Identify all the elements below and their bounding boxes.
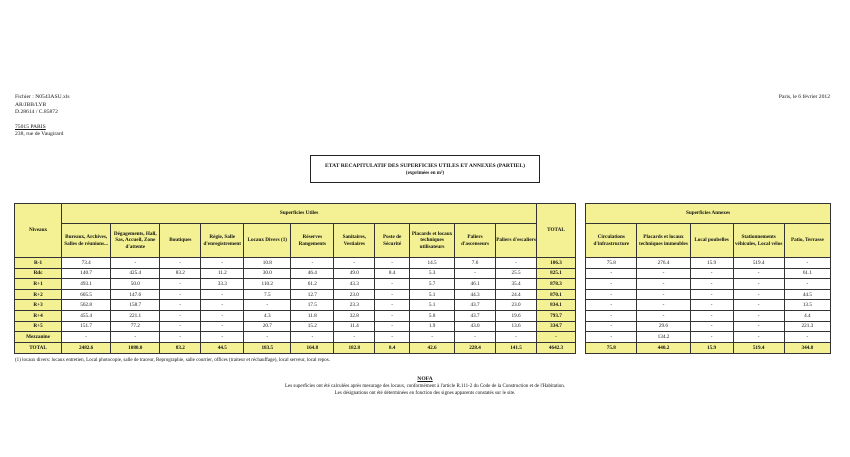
value-cell: 562.8 (62, 300, 111, 311)
table-row (15, 289, 831, 300)
value-cell: - (291, 332, 334, 343)
table-row (15, 321, 831, 332)
value-cell: - (784, 279, 830, 290)
total-value-cell: 42.6 (410, 342, 455, 354)
value-cell: 134.2 (637, 332, 690, 343)
table-row (15, 268, 831, 279)
value-cell: 83.2 (160, 268, 201, 279)
value-cell: 50.0 (111, 279, 160, 290)
value-cell: 15.2 (291, 321, 334, 332)
value-cell: 4.4 (784, 310, 830, 321)
value-cell: 61.1 (784, 268, 830, 279)
value-cell: - (690, 279, 733, 290)
utiles-column-header: Placards et locaux techniques utilisateurs (410, 224, 455, 258)
annexes-column-header: Local poubelles (690, 224, 733, 258)
value-cell: 11.8 (291, 310, 334, 321)
value-cell: 493.1 (62, 279, 111, 290)
value-cell: - (375, 321, 410, 332)
row-total-cell: 106.3 (537, 258, 576, 269)
value-cell: 17.5 (291, 300, 334, 311)
value-cell: 33.3 (201, 279, 244, 290)
value-cell: - (733, 332, 784, 343)
value-cell: 46.4 (291, 268, 334, 279)
annexes-group-header: Superficies Annexes (586, 204, 831, 224)
value-cell: - (334, 258, 375, 269)
file-name: Fichier : N0543ASU.xls (15, 94, 70, 100)
column-gap (575, 204, 585, 258)
utiles-column-header: Paliers d'escaliers (496, 224, 537, 258)
value-cell: - (201, 300, 244, 311)
total-value-cell: 344.8 (784, 342, 830, 354)
value-cell: - (455, 332, 496, 343)
totals-label: TOTAL (15, 342, 62, 354)
value-cell: - (690, 332, 733, 343)
value-cell: 11.4 (334, 321, 375, 332)
total-value-cell: 164.8 (291, 342, 334, 354)
value-cell: - (375, 279, 410, 290)
level-cell: R+3 (15, 300, 62, 311)
total-value-cell: 15.9 (690, 342, 733, 354)
level-cell: Mezzanine (15, 332, 62, 343)
value-cell: 24.4 (496, 289, 537, 300)
value-cell: 35.4 (496, 279, 537, 290)
value-cell: 425.4 (111, 268, 160, 279)
total-value-cell: 8.4 (375, 342, 410, 354)
value-cell: 23.3 (334, 300, 375, 311)
column-gap (575, 300, 585, 311)
level-cell: R+1 (15, 279, 62, 290)
value-cell: 30.0 (244, 268, 291, 279)
value-cell: 43.0 (455, 321, 496, 332)
value-cell: 605.5 (62, 289, 111, 300)
value-cell: - (586, 321, 637, 332)
value-cell: 455.4 (62, 310, 111, 321)
annexes-column-header: Placards et locaux techniques immeubles (637, 224, 690, 258)
value-cell: 77.2 (111, 321, 160, 332)
table-row (15, 300, 831, 311)
value-cell: 5.3 (410, 268, 455, 279)
value-cell: - (201, 289, 244, 300)
value-cell: 5.0 (410, 310, 455, 321)
level-cell: R+2 (15, 289, 62, 300)
total-value-cell: 228.4 (455, 342, 496, 354)
value-cell: 25.5 (496, 268, 537, 279)
value-cell: - (160, 321, 201, 332)
document-subtitle: (exprimées en m²) (405, 171, 445, 176)
row-total-cell: 870.1 (537, 289, 576, 300)
total-value-cell: 519.4 (733, 342, 784, 354)
value-cell: - (160, 310, 201, 321)
value-cell: - (784, 332, 830, 343)
value-cell: - (690, 321, 733, 332)
utiles-column-header: Poste de Sécurité (375, 224, 410, 258)
value-cell: - (496, 258, 537, 269)
value-cell: - (690, 300, 733, 311)
value-cell: 151.7 (62, 321, 111, 332)
value-cell: 29.6 (637, 321, 690, 332)
value-cell: 11.2 (201, 268, 244, 279)
utiles-column-header: Bureaux, Archives, Salles de réunions... (62, 224, 111, 258)
row-total-cell: 825.1 (537, 268, 576, 279)
table-row (15, 279, 831, 290)
value-cell: - (733, 321, 784, 332)
value-cell: 7.5 (244, 289, 291, 300)
value-cell: - (733, 310, 784, 321)
value-cell: - (62, 332, 111, 343)
document-title: ETAT RECAPITULATIF DES SUPERFICIES UTILES ET ANNEXES (PARTIEL) (325, 163, 525, 169)
title-box (310, 155, 540, 183)
value-cell: - (637, 289, 690, 300)
utiles-column-header: Dégagements, Hall, Sas, Accueil, Zone d'attente (111, 224, 160, 258)
value-cell: - (690, 289, 733, 300)
value-cell: - (733, 300, 784, 311)
total-header: TOTAL (537, 204, 576, 258)
table-row (15, 332, 831, 343)
value-cell: - (586, 268, 637, 279)
value-cell: - (637, 268, 690, 279)
total-value-cell: 440.2 (637, 342, 690, 354)
annexes-column-header: Stationnements véhicules, Local vélos (733, 224, 784, 258)
value-cell: - (733, 268, 784, 279)
total-value-cell: 182.8 (334, 342, 375, 354)
value-cell: - (586, 332, 637, 343)
value-cell: 8.4 (375, 268, 410, 279)
utiles-group-header: Superficies Utiles (62, 204, 537, 224)
value-cell: 140.7 (62, 268, 111, 279)
value-cell: - (160, 300, 201, 311)
total-value-cell: 83.2 (160, 342, 201, 354)
address-street: 238, rue de Vaugirard (15, 131, 64, 138)
level-cell: R-1 (15, 258, 62, 269)
level-cell: R+4 (15, 310, 62, 321)
value-cell: 13.5 (784, 300, 830, 311)
value-cell: 158.7 (111, 300, 160, 311)
column-gap (575, 321, 585, 332)
value-cell: - (733, 279, 784, 290)
value-cell: - (201, 310, 244, 321)
value-cell: - (637, 310, 690, 321)
grand-total-cell: 4642.3 (537, 342, 576, 354)
row-total-cell: 793.7 (537, 310, 576, 321)
value-cell: - (201, 321, 244, 332)
row-total-cell: 878.3 (537, 279, 576, 290)
column-gap (575, 268, 585, 279)
value-cell: 20.7 (244, 321, 291, 332)
column-gap (575, 289, 585, 300)
level-cell: Rdc (15, 268, 62, 279)
document-reference: D.28614 / C.85872 (15, 109, 58, 116)
value-cell: 43.3 (334, 279, 375, 290)
value-cell: 44.5 (784, 289, 830, 300)
value-cell: - (291, 258, 334, 269)
value-cell: 43.7 (455, 310, 496, 321)
value-cell: - (334, 332, 375, 343)
file-reference-block (15, 94, 70, 139)
column-gap (575, 332, 585, 343)
value-cell: 75.8 (586, 258, 637, 269)
value-cell: - (160, 279, 201, 290)
utiles-column-header: Locaux Divers (1) (244, 224, 291, 258)
row-total-cell: - (537, 332, 576, 343)
row-total-cell: 834.1 (537, 300, 576, 311)
value-cell: 10.8 (244, 258, 291, 269)
value-cell: - (244, 332, 291, 343)
utiles-column-header: Réserves Rangements (291, 224, 334, 258)
value-cell: - (733, 289, 784, 300)
value-cell: 221.3 (784, 321, 830, 332)
value-cell: 147.6 (111, 289, 160, 300)
value-cell: 61.2 (291, 279, 334, 290)
column-gap (575, 310, 585, 321)
author-initials: AR/JBB/LYB (15, 101, 47, 108)
totals-row (15, 342, 831, 354)
value-cell: - (201, 332, 244, 343)
levels-header: Niveaux (15, 204, 62, 258)
annexes-column-header: Circulations d'infrastructure (586, 224, 637, 258)
value-cell: 7.6 (455, 258, 496, 269)
table-row (15, 258, 831, 269)
utiles-column-header: Régie, Salle d'enregistrement (201, 224, 244, 258)
value-cell: - (375, 289, 410, 300)
value-cell: 110.2 (244, 279, 291, 290)
level-cell: R+5 (15, 321, 62, 332)
value-cell: 519.4 (733, 258, 784, 269)
value-cell: - (586, 279, 637, 290)
value-cell: - (375, 300, 410, 311)
value-cell: 5.1 (410, 300, 455, 311)
total-value-cell: 2482.6 (62, 342, 111, 354)
surface-summary-table (14, 203, 831, 354)
utiles-column-header: Boutiques (160, 224, 201, 258)
value-cell: 32.8 (334, 310, 375, 321)
column-gap (575, 342, 585, 354)
value-cell: - (160, 258, 201, 269)
value-cell: - (160, 332, 201, 343)
value-cell: - (375, 258, 410, 269)
value-cell: - (586, 300, 637, 311)
footnote: (1) locaux divers: locaux entretien, Local photocopie, salle de traceur, Reprographie, salle courrier, offices (traiteur et réchauffage), local serveur, local repos. (15, 358, 330, 363)
total-value-cell: 1080.0 (111, 342, 160, 354)
value-cell: 13.6 (496, 321, 537, 332)
column-gap (575, 258, 585, 269)
column-gap (575, 279, 585, 290)
value-cell: - (201, 258, 244, 269)
value-cell: 43.7 (455, 300, 496, 311)
value-cell: 46.1 (455, 279, 496, 290)
value-cell: 276.4 (637, 258, 690, 269)
value-cell: - (586, 289, 637, 300)
value-cell: - (455, 268, 496, 279)
value-cell: - (496, 332, 537, 343)
value-cell: 44.3 (455, 289, 496, 300)
value-cell: - (375, 332, 410, 343)
value-cell: 23.0 (334, 289, 375, 300)
value-cell: 23.0 (496, 300, 537, 311)
value-cell: 1.9 (410, 321, 455, 332)
value-cell: - (111, 258, 160, 269)
value-cell: 12.7 (291, 289, 334, 300)
value-cell: - (244, 300, 291, 311)
value-cell: - (690, 310, 733, 321)
utiles-column-header: Sanitaires, Vestiaires (334, 224, 375, 258)
value-cell: - (160, 289, 201, 300)
value-cell: 73.4 (62, 258, 111, 269)
value-cell: - (637, 300, 690, 311)
value-cell: 4.3 (244, 310, 291, 321)
value-cell: - (586, 310, 637, 321)
table-row (15, 310, 831, 321)
total-value-cell: 44.5 (201, 342, 244, 354)
total-value-cell: 75.8 (586, 342, 637, 354)
row-total-cell: 334.7 (537, 321, 576, 332)
value-cell: 221.1 (111, 310, 160, 321)
value-cell: - (784, 258, 830, 269)
value-cell: 15.9 (690, 258, 733, 269)
address-city: 75015 PARIS (15, 123, 46, 130)
total-value-cell: 141.5 (496, 342, 537, 354)
nofa-line-2: Les désignations ont été déterminées en fonction des signes apparents constatés sur le site. (334, 391, 516, 396)
value-cell: 5.1 (410, 289, 455, 300)
document-date: Paris, le 6 février 2012 (778, 94, 830, 100)
value-cell: - (375, 310, 410, 321)
value-cell: 5.7 (410, 279, 455, 290)
nofa-title: NOFA (417, 376, 433, 382)
annexes-column-header: Patio, Terrasse (784, 224, 830, 258)
value-cell: 14.5 (410, 258, 455, 269)
value-cell: 19.6 (496, 310, 537, 321)
value-cell: 49.0 (334, 268, 375, 279)
utiles-column-header: Paliers d'ascenseurs (455, 224, 496, 258)
total-value-cell: 183.5 (244, 342, 291, 354)
value-cell: - (637, 279, 690, 290)
nofa-line-1: Les superficies ont été calculées après mesurage des locaux, conformément à l'article R.111-2 du Code de la Construction et de l'Habitation. (284, 384, 566, 389)
value-cell: - (111, 332, 160, 343)
value-cell: - (410, 332, 455, 343)
value-cell: - (690, 268, 733, 279)
